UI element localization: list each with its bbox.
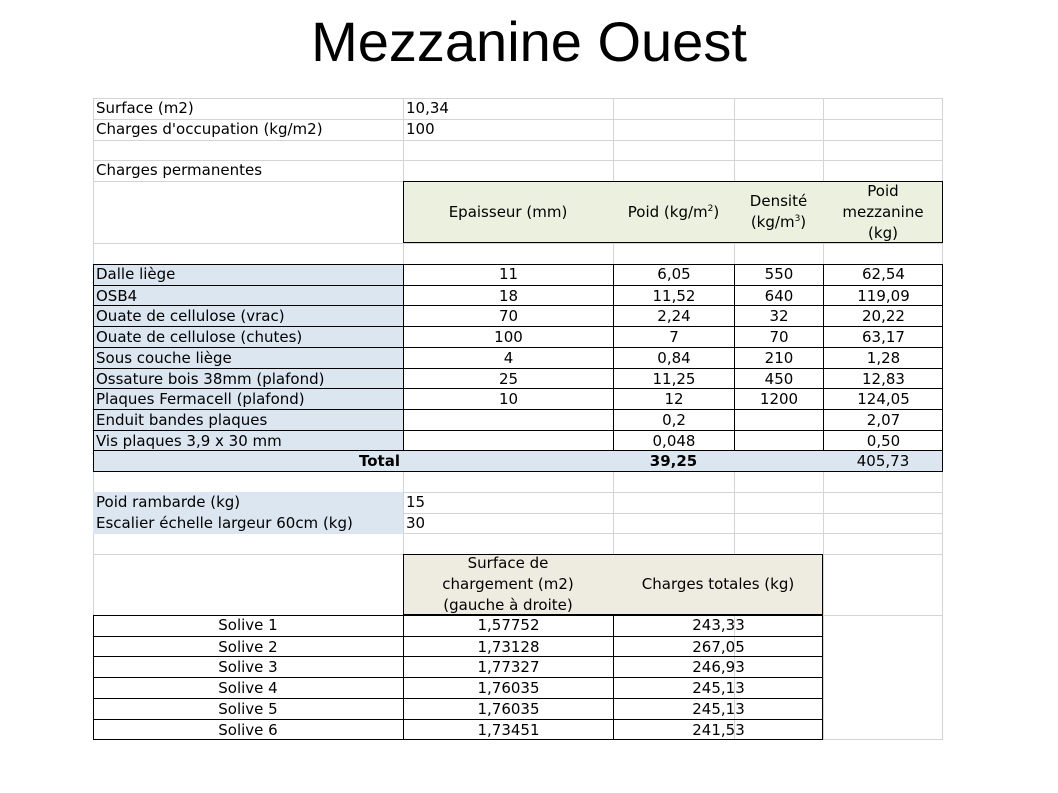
material-epaisseur xyxy=(403,430,613,451)
material-epaisseur: 11 xyxy=(403,264,613,285)
solive-surface: 1,57752 xyxy=(403,615,613,636)
solive-surface: 1,76035 xyxy=(403,677,613,698)
material-poid-mezzanine: 63,17 xyxy=(823,326,943,347)
material-poid: 11,25 xyxy=(613,368,734,389)
solive-surface: 1,77327 xyxy=(403,656,613,677)
total-empty-cell xyxy=(403,450,613,471)
material-name: Enduit bandes plaques xyxy=(93,409,403,430)
header-poid-mezzanine: Poid mezzanine (kg) xyxy=(823,181,943,243)
spreadsheet xyxy=(93,98,943,740)
charges-permanentes-label: Charges permanentes xyxy=(96,161,263,179)
surface-label: Surface (m2) xyxy=(96,99,194,117)
page-title: Mezzanine Ouest xyxy=(311,10,747,73)
material-poid-mezzanine: 119,09 xyxy=(823,285,943,306)
material-densite: 70 xyxy=(734,326,823,347)
material-epaisseur: 25 xyxy=(403,368,613,389)
material-poid: 0,84 xyxy=(613,347,734,368)
material-poid: 11,52 xyxy=(613,285,734,306)
solive-charges: 246,93 xyxy=(613,656,823,677)
material-name: Ouate de cellulose (chutes) xyxy=(93,326,403,347)
material-poid-mezzanine: 2,07 xyxy=(823,409,943,430)
gridline xyxy=(93,140,943,141)
occupation-value: 100 xyxy=(406,120,435,138)
material-poid-mezzanine: 124,05 xyxy=(823,388,943,409)
material-poid-mezzanine: 20,22 xyxy=(823,305,943,326)
escalier-value: 30 xyxy=(406,514,426,532)
solive-charges: 243,33 xyxy=(613,615,823,636)
solive-surface: 1,76035 xyxy=(403,698,613,719)
solive-surface: 1,73128 xyxy=(403,636,613,657)
rambarde-label: Poid rambarde (kg) xyxy=(93,492,403,513)
material-densite xyxy=(734,409,823,430)
solive-charges: 245,13 xyxy=(613,698,823,719)
material-poid-mezzanine: 1,28 xyxy=(823,347,943,368)
material-name: Ossature bois 38mm (plafond) xyxy=(93,368,403,389)
material-densite: 640 xyxy=(734,285,823,306)
total-empty-cell xyxy=(734,450,823,471)
header-densite: Densité $(kg/m^3)$ xyxy=(734,181,823,243)
material-densite: 450 xyxy=(734,368,823,389)
header-poid: Poid $(kg/m^2)$ xyxy=(613,181,734,243)
material-poid: 7 xyxy=(613,326,734,347)
rambarde-value: 15 xyxy=(406,493,426,511)
material-poid: 0,2 xyxy=(613,409,734,430)
material-name: Plaques Fermacell (plafond) xyxy=(93,388,403,409)
material-epaisseur: 10 xyxy=(403,388,613,409)
total-poid: 39,25 xyxy=(613,450,734,471)
solive-charges: 245,13 xyxy=(613,677,823,698)
solive-name: Solive 2 xyxy=(93,636,403,657)
material-poid: 6,05 xyxy=(613,264,734,285)
material-name: Vis plaques 3,9 x 30 mm xyxy=(93,430,403,451)
material-densite: 1200 xyxy=(734,388,823,409)
material-poid-mezzanine: 0,50 xyxy=(823,430,943,451)
solive-name: Solive 4 xyxy=(93,677,403,698)
material-name: Ouate de cellulose (vrac) xyxy=(93,305,403,326)
material-epaisseur: 18 xyxy=(403,285,613,306)
header-surface-chargement: Surface de chargement (m2) (gauche à droite) xyxy=(403,554,613,615)
total-label: Total xyxy=(93,450,403,471)
header-charges-totales: Charges totales (kg) xyxy=(613,554,823,615)
material-epaisseur xyxy=(403,409,613,430)
solive-charges: 267,05 xyxy=(613,636,823,657)
material-epaisseur: 70 xyxy=(403,305,613,326)
solive-name: Solive 1 xyxy=(218,616,278,634)
material-densite: 210 xyxy=(734,347,823,368)
material-poid: 12 xyxy=(613,388,734,409)
material-name: Dalle liège xyxy=(93,264,403,285)
solive-name: Solive 3 xyxy=(93,656,403,677)
gridline xyxy=(93,471,943,472)
material-densite xyxy=(734,430,823,451)
escalier-label: Escalier échelle largeur 60cm (kg) xyxy=(93,513,403,534)
total-mezzanine: 405,73 xyxy=(823,450,943,471)
material-name: OSB4 xyxy=(93,285,403,306)
solive-charges: 241,53 xyxy=(613,719,823,740)
material-poid: 0,048 xyxy=(613,430,734,451)
material-densite: 32 xyxy=(734,305,823,326)
header-epaisseur: Epaisseur (mm) xyxy=(403,181,613,243)
material-densite: 550 xyxy=(734,264,823,285)
material-epaisseur: 4 xyxy=(403,347,613,368)
solive-surface: 1,73451 xyxy=(403,719,613,740)
surface-value: 10,34 xyxy=(406,99,449,117)
occupation-label: Charges d'occupation (kg/m2) xyxy=(96,120,323,138)
solive-name: Solive 5 xyxy=(93,698,403,719)
material-poid-mezzanine: 62,54 xyxy=(823,264,943,285)
material-epaisseur: 100 xyxy=(403,326,613,347)
material-name: Sous couche liège xyxy=(93,347,403,368)
material-poid-mezzanine: 12,83 xyxy=(823,368,943,389)
gridline xyxy=(93,243,943,244)
solive-name: Solive 6 xyxy=(93,719,403,740)
material-poid: 2,24 xyxy=(613,305,734,326)
